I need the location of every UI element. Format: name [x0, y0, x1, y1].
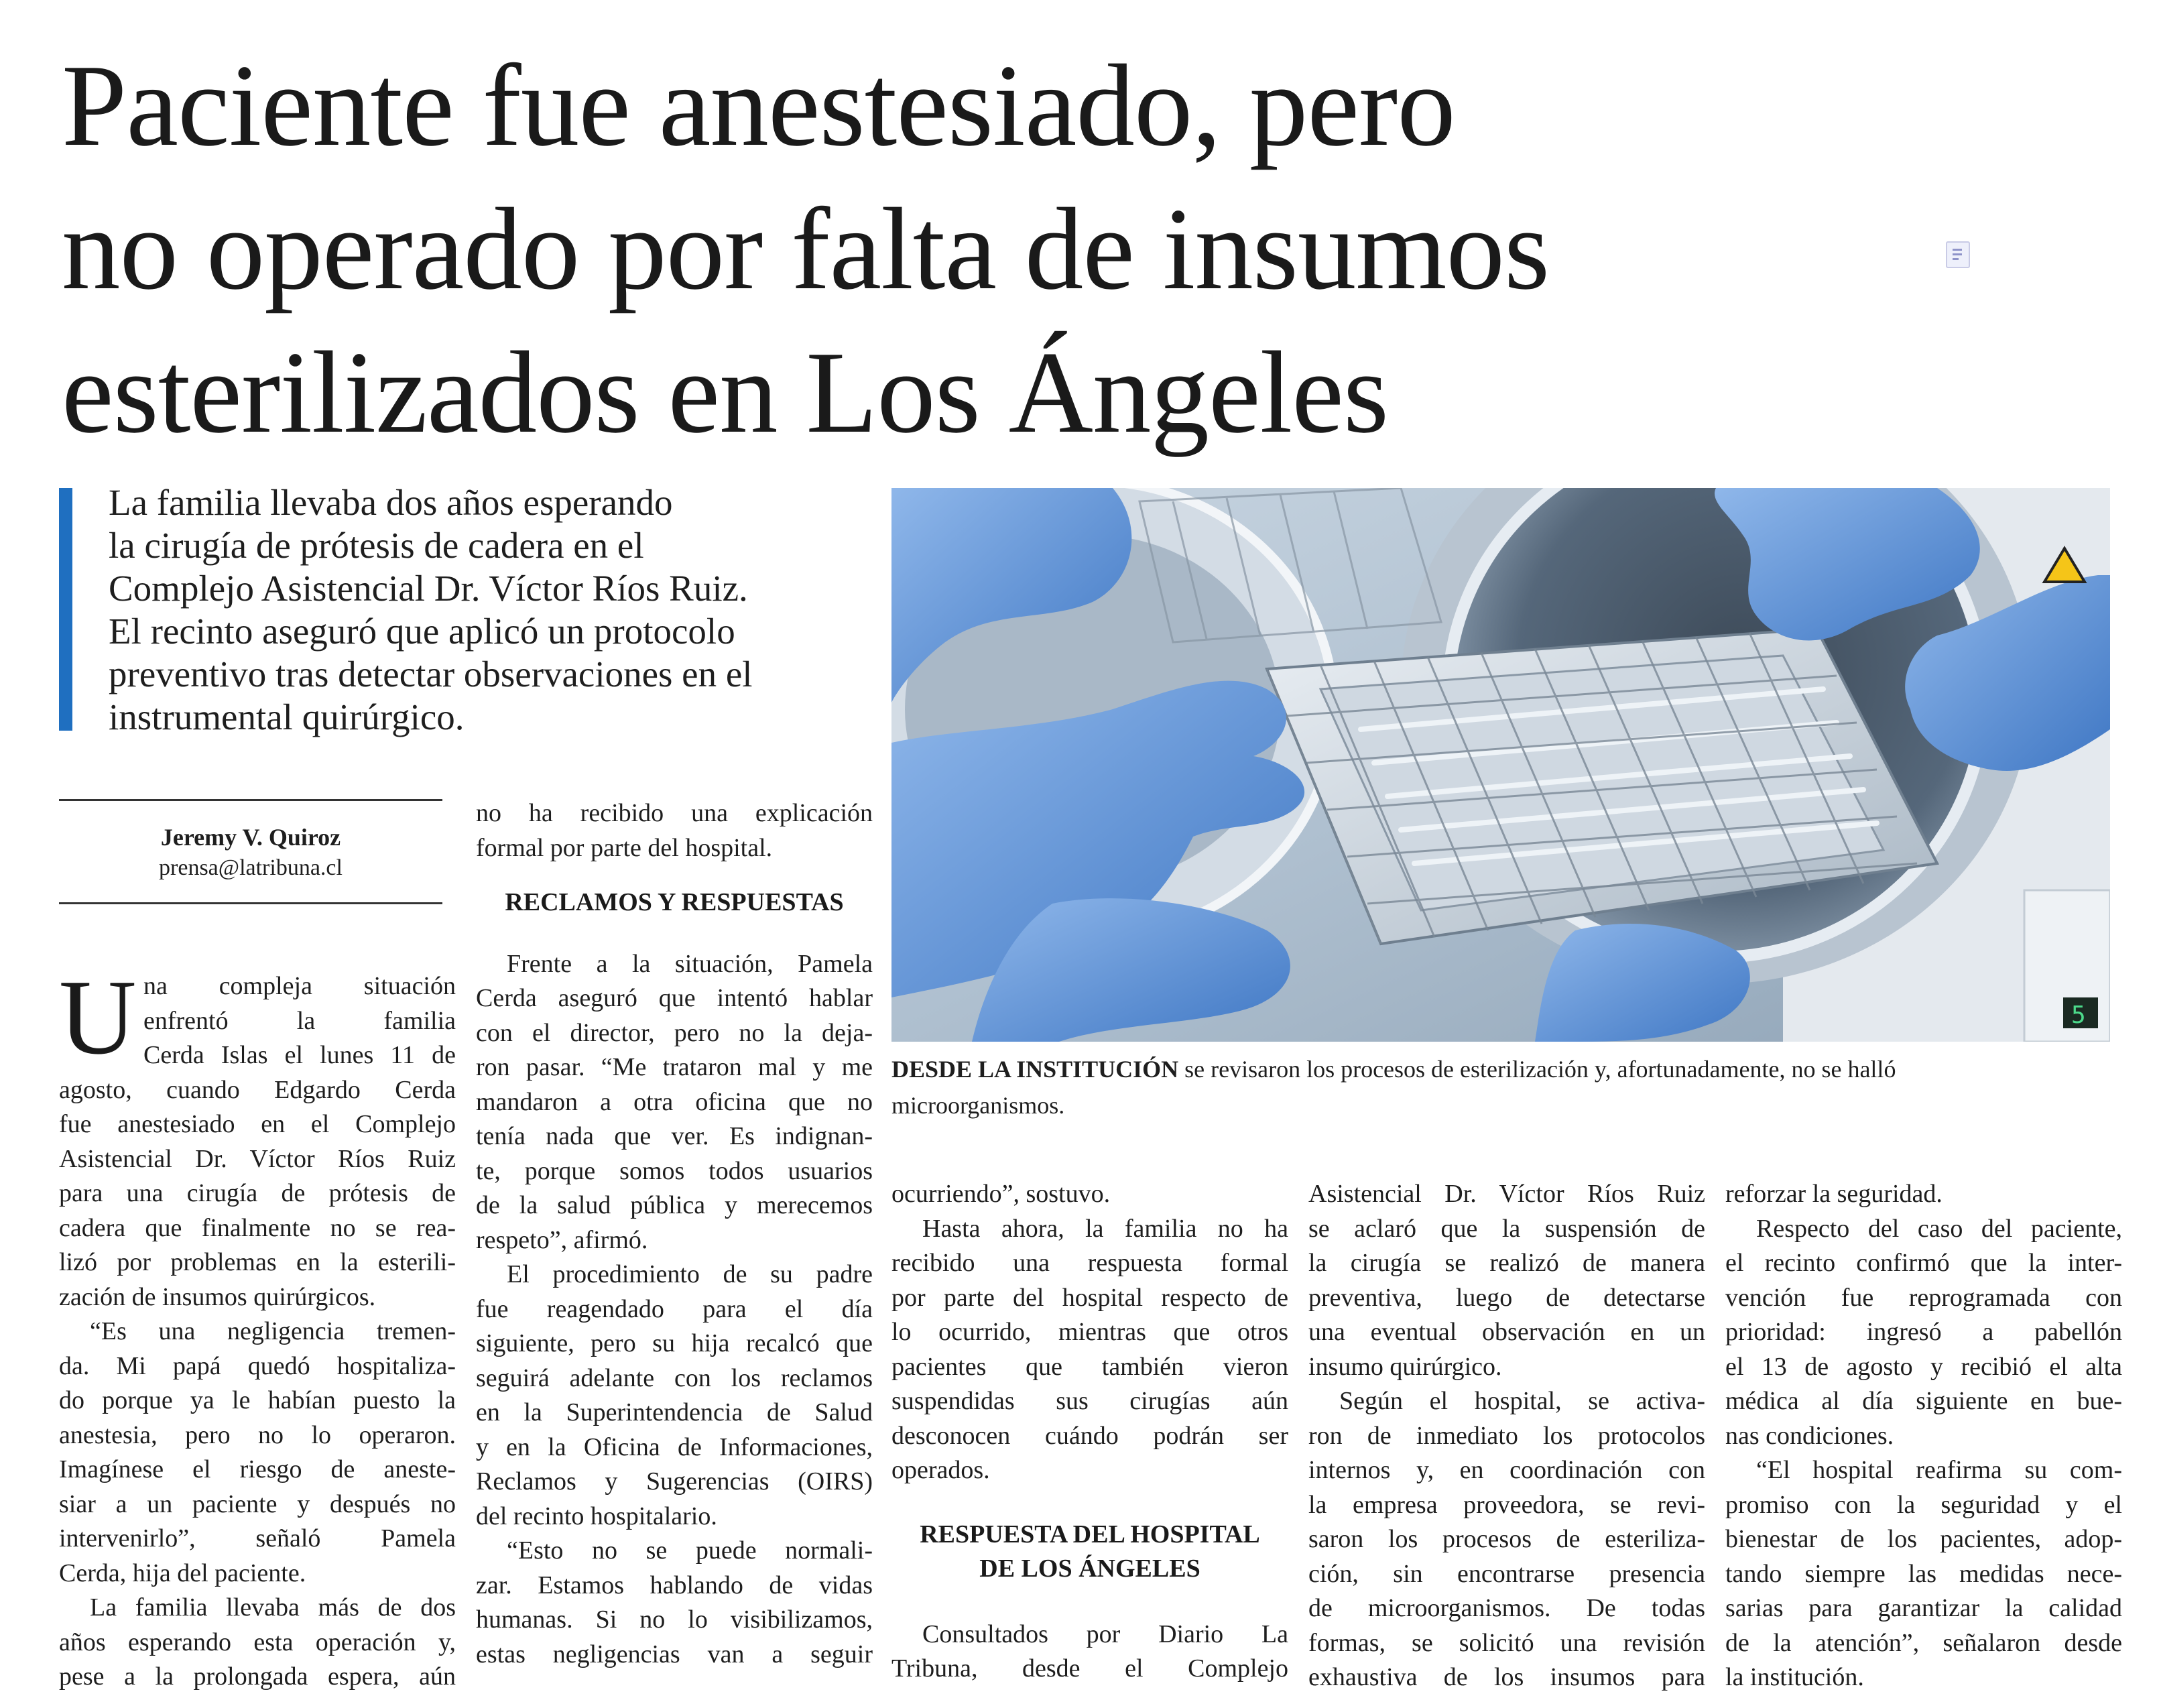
display-readout: 5: [2071, 1001, 2086, 1029]
text-line: años esperando esta operación y,: [59, 1628, 456, 1656]
text-line: Cerda aseguró que intentó hablar: [476, 984, 873, 1012]
text-line: no ha recibido una explicación: [476, 799, 873, 827]
text-line: estas negligencias van a seguir: [476, 1640, 873, 1668]
text-line: del recinto hospitalario.: [476, 1502, 717, 1530]
text-line: Asistencial Dr. Víctor Ríos Ruiz: [1308, 1180, 1705, 1208]
text-line: humanas. Si no lo visibilizamos,: [476, 1605, 873, 1634]
text-line: saron los procesos de esteriliza-: [1308, 1525, 1705, 1553]
text-line: agosto, cuando Edgardo Cerda: [59, 1075, 456, 1104]
text-line: siguiente, pero su hija recalcó que: [476, 1329, 873, 1357]
text-line: El procedimiento de su padre: [507, 1260, 873, 1288]
text-line: Hasta ahora, la familia no ha: [922, 1214, 1288, 1243]
text-line: Según el hospital, se activa-: [1339, 1387, 1705, 1415]
text-line: zación de insumos quirúrgicos.: [59, 1282, 376, 1311]
article-column-3: [891, 1177, 1288, 1687]
text-line: vención fue reprogramada con: [1725, 1283, 2122, 1312]
text-line: pese a la prolongada espera, aún: [59, 1662, 456, 1691]
text-line: de microorganismos. De todas: [1308, 1594, 1705, 1622]
text-line: tenía nada que ver. Es indignan-: [476, 1122, 873, 1150]
text-line: insumo quirúrgico.: [1308, 1352, 1502, 1381]
photo-caption: [891, 1051, 2110, 1123]
text-line: Cerda, hija del paciente.: [59, 1559, 306, 1587]
lead-line: preventivo tras detectar observaciones en el: [109, 654, 753, 694]
article-column-5: [1725, 1177, 2122, 1695]
caption-text: se revisaron los procesos de esterilización y, afortunadamente, no se halló: [1178, 1056, 1896, 1083]
text-line: intervenirlo”, señaló Pamela: [59, 1524, 456, 1552]
text-line: do porque ya le habían puesto la: [59, 1386, 456, 1414]
text-line: en la Superintendencia de Salud: [476, 1398, 873, 1426]
text-line: internos y, en coordinación con: [1308, 1456, 1705, 1484]
text-line: siar a un paciente y después no: [59, 1489, 456, 1518]
text-line: Tribuna, desde el Complejo: [891, 1654, 1288, 1683]
text-line: lizó por problemas en la esterili-: [59, 1248, 456, 1276]
text-line: por parte del hospital respecto de: [891, 1283, 1288, 1312]
text-line: reforzar la seguridad.: [1725, 1180, 1943, 1208]
byline-email[interactable]: prensa@latribuna.cl: [159, 855, 343, 880]
text-line: recibido una respuesta formal: [891, 1249, 1288, 1277]
text-line: formal por parte del hospital.: [476, 833, 773, 862]
text-line: se aclaró que la suspensión de: [1308, 1214, 1705, 1243]
text-line: ron pasar. “Me trataron mal y me: [476, 1053, 873, 1081]
article-column-1: [59, 957, 456, 1695]
headline-line: no operado por falta de insumos: [62, 184, 1550, 314]
text-line: con el director, pero no la deja-: [476, 1018, 873, 1047]
text-line: formas, se solicitó una revisión: [1308, 1628, 1705, 1657]
text-line: fue reagendado para el día: [476, 1294, 873, 1323]
text-line: sarias para garantizar la calidad: [1725, 1594, 2122, 1622]
text-line: lo ocurrido, mientras que otros: [891, 1318, 1288, 1346]
caption-lead: DESDE LA INSTITUCIÓN: [891, 1056, 1179, 1083]
caption-text: microorganismos.: [891, 1092, 1065, 1119]
text-line: respeto”, afirmó.: [476, 1225, 648, 1254]
text-line: suspendidas sus cirugías aún: [891, 1387, 1288, 1415]
lead-line: instrumental quirúrgico.: [109, 696, 465, 737]
text-line: y en la Oficina de Informaciones,: [476, 1432, 873, 1461]
lead-paragraph: [109, 481, 879, 739]
text-line: ción, sin encontrarse presencia: [1308, 1559, 1705, 1588]
text-line: Frente a la situación, Pamela: [507, 949, 873, 978]
section-heading: DE LOS ÁNGELES: [979, 1554, 1200, 1583]
headline: [62, 34, 1979, 464]
text-line: Cerda Islas el lunes 11 de: [143, 1041, 456, 1069]
text-line: una eventual observación en un: [1308, 1318, 1705, 1346]
byline-author: Jeremy V. Quiroz: [160, 824, 341, 851]
text-line: para una cirugía de prótesis de: [59, 1179, 456, 1207]
text-line: Consultados por Diario La: [922, 1620, 1288, 1648]
text-line: Asistencial Dr. Víctor Ríos Ruiz: [59, 1144, 456, 1173]
text-line: da. Mi papá quedó hospitaliza-: [59, 1351, 456, 1380]
text-line: Reclamos y Sugerencias (OIRS): [476, 1467, 873, 1496]
text-line: exhaustiva de los insumos para: [1308, 1663, 1705, 1691]
lead-accent-bar: [59, 488, 72, 731]
text-line: desconocen cuándo podrán ser: [891, 1421, 1288, 1450]
text-line: operados.: [891, 1456, 990, 1484]
byline-top-rule: [59, 799, 442, 801]
lead-line: La familia llevaba dos años esperando: [109, 482, 673, 523]
text-line: te, porque somos todos usuarios: [476, 1156, 873, 1185]
text-line: mandaron a otra oficina que no: [476, 1087, 873, 1116]
text-line: el 13 de agosto y recibió el alta: [1725, 1352, 2122, 1381]
text-line: la empresa proveedora, se revi-: [1308, 1490, 1705, 1519]
text-line: na compleja situación: [143, 972, 456, 1000]
article-column-2: [476, 796, 873, 1672]
text-line: la cirugía se realizó de manera: [1308, 1249, 1705, 1277]
headline-line: esterilizados en Los Ángeles: [62, 327, 1389, 457]
text-line: médica al día siguiente en bue-: [1725, 1387, 2122, 1415]
text-line: “Es una negligencia tremen-: [90, 1317, 456, 1345]
text-line: preventiva, luego de detectarse: [1308, 1283, 1705, 1312]
text-line: Imagínese el riesgo de aneste-: [59, 1455, 456, 1483]
text-line: bienestar de los pacientes, adop-: [1725, 1525, 2122, 1553]
byline-bottom-rule: [59, 902, 442, 904]
text-line: tando siempre las medidas nece-: [1725, 1559, 2122, 1588]
text-line: seguirá adelante con los reclamos: [476, 1363, 873, 1392]
section-heading: RESPUESTA DEL HOSPITAL: [920, 1520, 1260, 1548]
note-icon[interactable]: [1946, 241, 1970, 268]
article-column-4: [1308, 1177, 1705, 1695]
text-line: nas condiciones.: [1725, 1421, 1894, 1450]
lead-line: la cirugía de prótesis de cadera en el: [109, 525, 644, 566]
text-line: “Esto no se puede normali-: [507, 1536, 873, 1565]
text-line: La familia llevaba más de dos: [90, 1593, 456, 1622]
lead-line: El recinto aseguró que aplicó un protocolo: [109, 611, 735, 652]
text-line: ron de inmediato los protocolos: [1308, 1421, 1705, 1450]
text-line: prioridad: ingresó a pabellón: [1725, 1318, 2122, 1346]
text-line: el recinto confirmó que la inter-: [1725, 1249, 2122, 1277]
text-line: anestesia, pero no lo operaron.: [59, 1420, 456, 1449]
text-line: cadera que finalmente no se rea-: [59, 1213, 456, 1242]
text-line: “El hospital reafirma su com-: [1756, 1456, 2122, 1484]
sterilization-autoclave-photo: [891, 488, 2110, 1042]
text-line: de la salud pública y merecemos: [476, 1191, 873, 1219]
text-line: Respecto del caso del paciente,: [1756, 1214, 2122, 1243]
text-line: enfrentó la familia: [143, 1006, 456, 1035]
section-heading: RECLAMOS Y RESPUESTAS: [505, 888, 844, 916]
headline-line: Paciente fue anestesiado, pero: [62, 40, 1455, 170]
text-line: ocurriendo”, sostuvo.: [891, 1180, 1111, 1208]
text-line: de la atención”, señalaron desde: [1725, 1628, 2122, 1657]
drop-cap: U: [59, 957, 137, 1077]
lead-line: Complejo Asistencial Dr. Víctor Ríos Ruiz.: [109, 568, 748, 609]
text-line: fue anestesiado en el Complejo: [59, 1110, 456, 1138]
text-line: pacientes que también vieron: [891, 1352, 1288, 1381]
text-line: la institución.: [1725, 1663, 1864, 1691]
text-line: promiso con la seguridad y el: [1725, 1490, 2122, 1519]
text-line: zar. Estamos hablando de vidas: [476, 1571, 873, 1599]
